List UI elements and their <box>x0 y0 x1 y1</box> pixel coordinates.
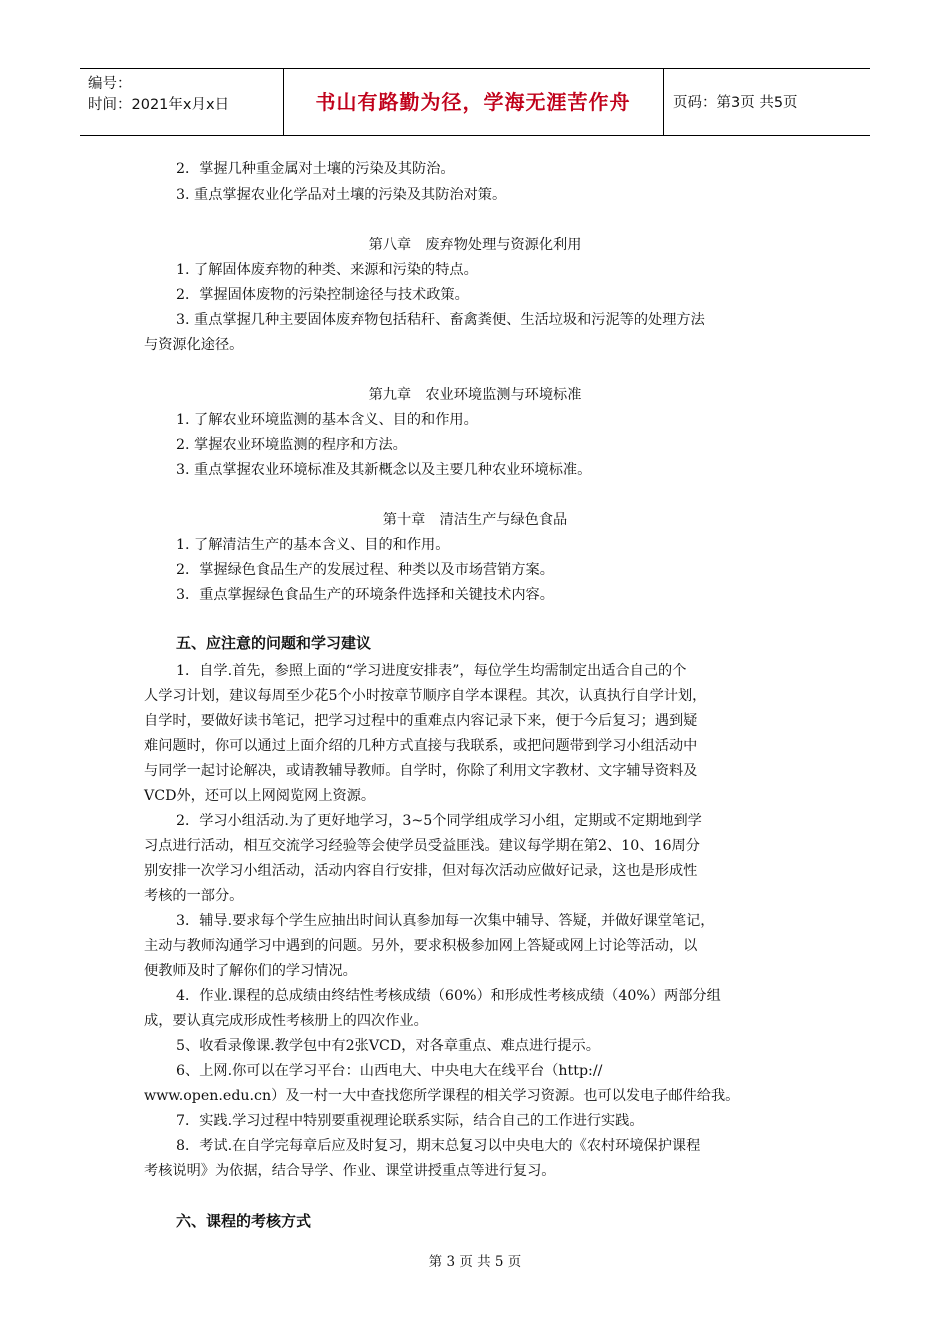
text-line: 1. 了解清洁生产的基本含义、目的和作用。 <box>176 537 450 553</box>
text-line: 8．考试.在自学完每章后应及时复习，期末总复习以中央电大的《农村环境保护课程 <box>176 1138 701 1154</box>
text-line: 2．掌握固体废物的污染控制途径与技术政策。 <box>176 287 469 303</box>
text-line: 便教师及时了解你们的学习情况。 <box>144 963 357 979</box>
page-footer: 第 3 页 共 5 页 <box>428 1254 522 1270</box>
number-label: 编号： <box>88 76 132 92</box>
text-line: 与资源化途径。 <box>144 337 244 353</box>
text-line: 2．掌握几种重金属对土壤的污染及其防治。 <box>176 161 455 177</box>
text-line: 1. 了解固体废弃物的种类、来源和污染的特点。 <box>176 262 478 278</box>
text-line: 3．重点掌握绿色食品生产的环境条件选择和关键技术内容。 <box>176 587 554 603</box>
header-top-rule <box>80 68 870 69</box>
header-page-info: 页码：第3页 共5页 <box>673 95 798 111</box>
chapter-heading: 第九章 农业环境监测与环境标准 <box>368 387 582 403</box>
text-line: 别安排一次学习小组活动，活动内容自行安排，但对每次活动应做好记录，这也是形成性 <box>144 863 698 879</box>
text-line: 成，要认真完成形成性考核册上的四次作业。 <box>144 1013 428 1029</box>
page-header <box>80 68 870 136</box>
text-line: 3. 重点掌握几种主要固体废弃物包括秸秆、畜禽粪便、生活垃圾和污泥等的处理方法 <box>176 312 705 328</box>
section-heading: 六、课程的考核方式 <box>176 1212 312 1230</box>
text-line: 习点进行活动，相互交流学习经验等会使学员受益匪浅。建议每学期在第2、10、16周分 <box>144 838 700 854</box>
header-bottom-rule <box>80 135 870 136</box>
text-line: 考核说明》为依据，结合导学、作业、课堂讲授重点等进行复习。 <box>144 1163 556 1179</box>
text-line: 3. 重点掌握农业环境标准及其新概念以及主要几种农业环境标准。 <box>176 462 592 478</box>
text-line: 1．自学.首先，参照上面的“学习进度安排表”，每位学生均需制定出适合自己的个 <box>176 663 687 679</box>
text-line: 难问题时，你可以通过上面介绍的几种方式直接与我联系，或把问题带到学习小组活动中 <box>144 738 698 754</box>
text-line: 5、收看录像课.教学包中有2张VCD，对各章重点、难点进行提示。 <box>176 1038 600 1054</box>
text-line: 主动与教师沟通学习中遇到的问题。另外，要求积极参加网上答疑或网上讨论等活动，以 <box>144 938 698 954</box>
text-line: 2．学习小组活动.为了更好地学习，3~5个同学组成学习小组，定期或不定期地到学 <box>176 813 702 829</box>
header-meta <box>88 74 229 116</box>
text-line: www.open.edu.cn）及一村一大中查找您所学课程的相关学习资源。也可以发电子邮件给我。 <box>144 1088 740 1104</box>
text-line: 2．掌握绿色食品生产的发展过程、种类以及市场营销方案。 <box>176 562 554 578</box>
chapter-heading: 第十章 清洁生产与绿色食品 <box>382 512 568 528</box>
date-label: 时间：2021年x月x日 <box>88 97 230 113</box>
text-line: 自学时，要做好读书笔记，把学习过程中的重难点内容记录下来，便于今后复习；遇到疑 <box>144 713 698 729</box>
text-line: 1. 了解农业环境监测的基本含义、目的和作用。 <box>176 412 478 428</box>
text-line: 2. 掌握农业环境监测的程序和方法。 <box>176 437 407 453</box>
section-heading: 五、应注意的问题和学习建议 <box>176 634 372 652</box>
text-line: 人学习计划，建议每周至少花5个小时按章节顺序自学本课程。其次，认真执行自学计划， <box>144 688 707 704</box>
text-line: VCD外，还可以上网阅览网上资源。 <box>144 788 376 804</box>
chapter-heading: 第八章 废弃物处理与资源化利用 <box>368 237 582 253</box>
text-line: 考核的一部分。 <box>144 888 244 904</box>
text-line: 7．实践.学习过程中特别要重视理论联系实际，结合自己的工作进行实践。 <box>176 1113 644 1129</box>
header-motto: 书山有路勤为径，学海无涯苦作舟 <box>315 90 631 114</box>
text-line: 3．辅导.要求每个学生应抽出时间认真参加每一次集中辅导、答疑，并做好课堂笔记， <box>176 913 715 929</box>
text-line: 4．作业.课程的总成绩由终结性考核成绩（60%）和形成性考核成绩（40%）两部分组 <box>176 988 721 1004</box>
text-line: 3. 重点掌握农业化学品对土壤的污染及其防治对策。 <box>176 187 507 203</box>
text-line: 与同学一起讨论解决，或请教辅导教师。自学时，你除了利用文字教材、文字辅导资料及 <box>144 763 698 779</box>
text-line: 6、上网.你可以在学习平台：山西电大、中央电大在线平台（http:// <box>176 1063 603 1079</box>
